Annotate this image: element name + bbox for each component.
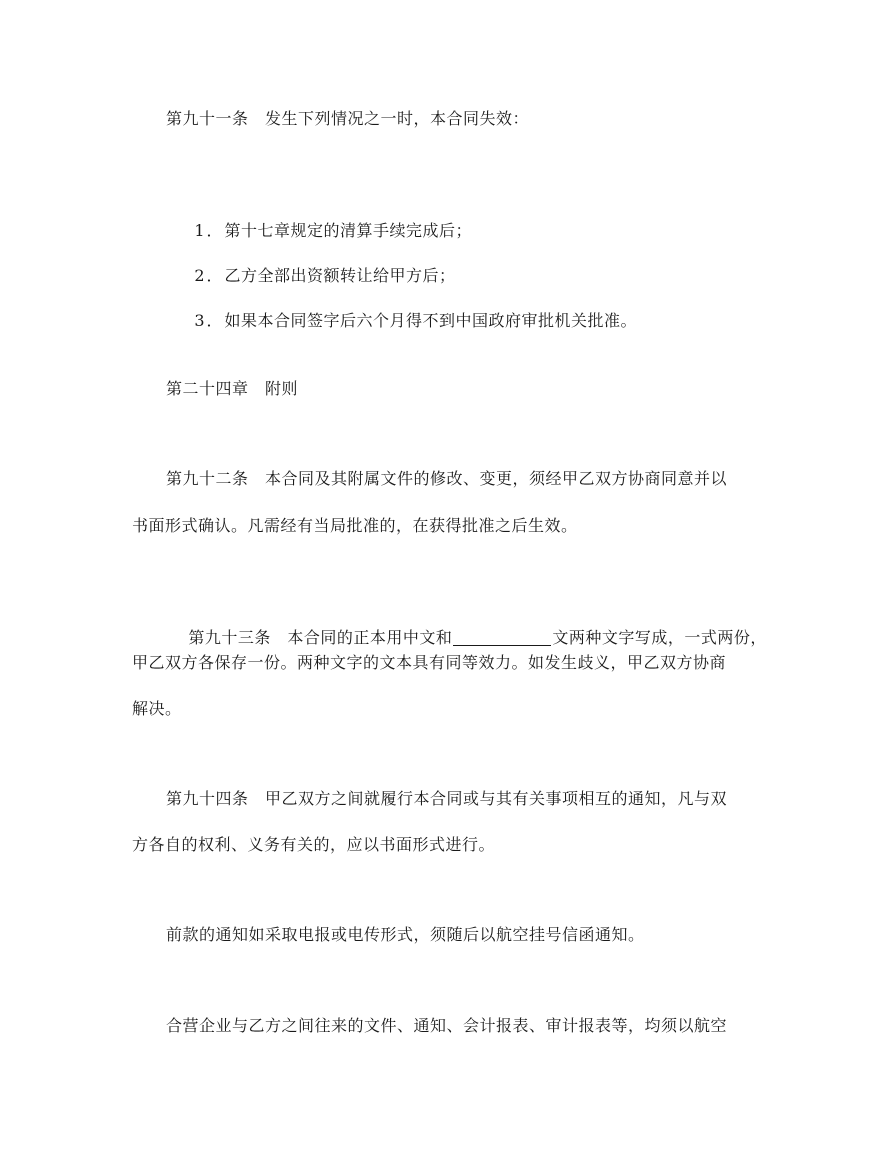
notice-paragraph: 前款的通知如采取电报或电传形式，须随后以航空挂号信函通知。 xyxy=(166,925,645,944)
article-94-line-1: 第九十四条 甲乙双方之间就履行本合同或与其有关事项相互的通知，凡与双 xyxy=(166,789,728,808)
list-item-text: 第十七章规定的清算手续完成后； xyxy=(224,221,473,240)
article-92-line-1: 第九十二条 本合同及其附属文件的修改、变更，须经甲乙双方协商同意并以 xyxy=(166,469,728,488)
list-item-text: 如果本合同签字后六个月得不到中国政府审批机关批准。 xyxy=(224,311,638,330)
fill-in-blank xyxy=(453,629,551,646)
article-94-line-2: 方各自的权利、义务有关的，应以书面形式进行。 xyxy=(132,835,496,854)
list-item xyxy=(172,288,637,354)
chapter-heading: 第二十四章 附则 xyxy=(166,379,299,398)
list-item-number: 2． xyxy=(194,266,225,285)
article-93-line-3: 解决。 xyxy=(132,699,182,718)
article-91-title: 第九十一条 发生下列情况之一时，本合同失效： xyxy=(166,109,530,128)
article-93-text-before: 第九十三条 本合同的正本用中文和 xyxy=(188,628,453,647)
article-93-text-after: 文两种文字写成，一式两份， xyxy=(552,628,767,647)
list-item-number: 3． xyxy=(194,311,225,330)
list-item-text: 乙方全部出资额转让给甲方后； xyxy=(224,266,456,285)
article-93-line-2: 甲乙双方各保存一份。两种文字的文本具有同等效力。如发生歧义，甲乙双方协商 xyxy=(132,653,727,672)
article-92-line-2: 书面形式确认。凡需经有当局批准的，在获得批准之后生效。 xyxy=(132,516,578,535)
list-item-number: 1． xyxy=(194,221,225,240)
documents-paragraph: 合营企业与乙方之间往来的文件、通知、会计报表、审计报表等，均须以航空 xyxy=(166,1016,728,1035)
